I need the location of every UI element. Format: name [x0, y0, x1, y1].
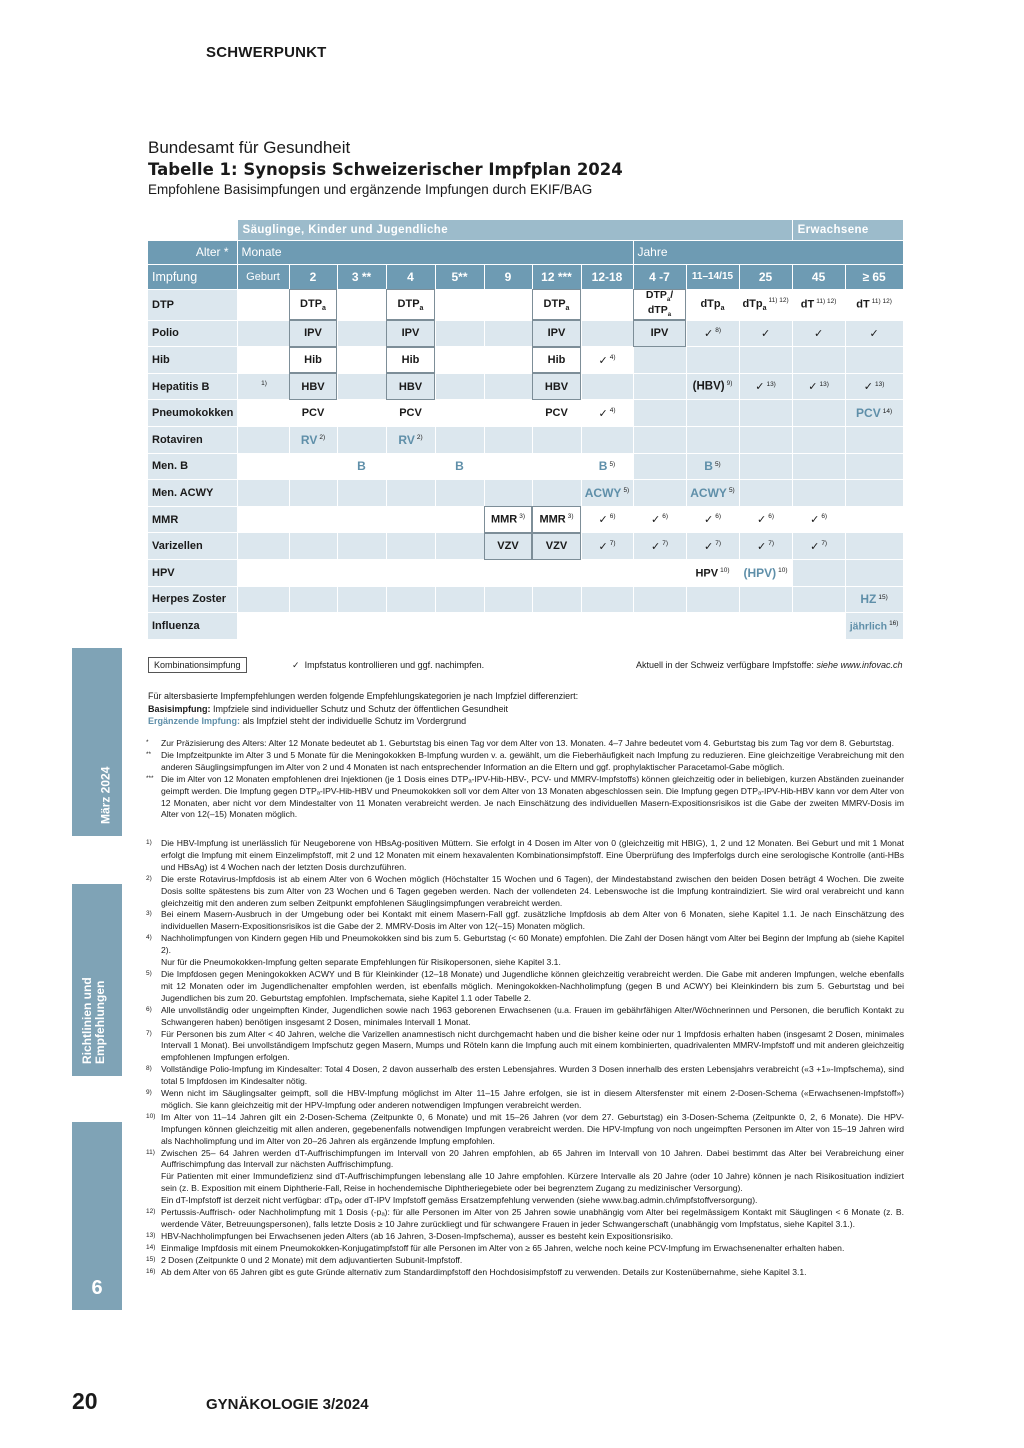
dose-cell: RV $^{2)}$ — [289, 427, 337, 454]
dose-cell: PCV — [532, 400, 581, 427]
vaccine-name: MMR — [148, 506, 237, 533]
dose-cell: VZV — [532, 533, 581, 560]
check-cell: ✓ $^{13)}$ — [792, 373, 845, 400]
vaccine-row-hpv — [148, 560, 903, 587]
vaccine-name: HPV — [148, 560, 237, 587]
dose-cell: ACWY $^{5)}$ — [581, 480, 633, 507]
dose-cell: dTp$_a$ — [686, 289, 739, 320]
dose-cell: RV $^{2)}$ — [386, 427, 435, 454]
check-cell — [739, 320, 792, 347]
age-header: 2 — [289, 264, 337, 289]
jahre-label: Jahre — [633, 240, 903, 264]
vaccine-row-hib — [148, 347, 903, 374]
tab-date-label: März 2024 — [98, 766, 113, 824]
age-header: 12 *** — [532, 264, 581, 289]
footnote: 4) Nachholimpfungen von Kindern gegen Hib und Pneumokokken sind bis zum 5. Geburtstag (< 60 Monate) empfohlen. Die Zahl der Dosen hängt vom Alter bei Beginn der Impfung ab (siehe Kapitel 2). Nur für die Pneumokokken-Impfung gelten separate Empfehlungen für Risikopersonen, siehe Kapitel 3.1. — [146, 933, 904, 968]
vaccine-row-men-b — [148, 453, 903, 480]
footnote: 5) Die Impfdosen gegen Meningokokken ACWY und B für Kleinkinder (12–18 Monate) und Jugendliche können gleichzeitig verabreicht werden. Die Gabe mit anderen Impfungen, welche ebenfalls mit 12 Monaten oder im Jugendlichenalter empfohlen werden, ist ebenfalls möglich. Meningokokken-Nachholimpfung (gegen B und ACWY) bei Kleinkindern bis zum 5. Geburtstag und bei Jugendlichen bis zum 20. Geburtstag empfohlen. Impfschemata, siehe Kapitel 1.1 oder Tabelle 2. — [146, 968, 904, 1003]
journal-name: GYNÄKOLOGIE 3/2024 — [206, 1396, 369, 1413]
dose-cell: (HPV) $^{10)}$ — [739, 560, 792, 587]
organization-name: Bundesamt für Gesundheit — [148, 138, 351, 157]
table-subtitle: Empfohlene Basisimpfungen und ergänzende Impfungen durch EKIF/BAG — [148, 182, 593, 197]
check-icon: ✓ — [813, 327, 824, 340]
vaccine-name: Hib — [148, 347, 237, 374]
vaccine-name: Pneumokokken — [148, 400, 237, 427]
check-cell: ✓ $^{6)}$ — [739, 506, 792, 533]
dose-cell: IPV — [289, 320, 337, 347]
dose-cell: B — [337, 453, 386, 480]
basis-definition: Basisimpfung: Impfziele sind individueller Schutz und Schutz der öffentlichen Gesundheit — [148, 703, 509, 714]
age-header: 11–14/15 — [686, 264, 739, 289]
check-cell — [845, 320, 903, 347]
age-header: 25 — [739, 264, 792, 289]
dose-cell: (HBV) $^{9)}$ — [686, 373, 739, 400]
dose-cell: $DTP_a$ — [532, 289, 581, 320]
age-header: 4 -7 — [633, 264, 686, 289]
legend-check-text: Impfstatus kontrollieren und ggf. nachimpfen. — [304, 660, 485, 670]
vaccine-row-mmr — [148, 506, 903, 533]
age-unit-row — [148, 240, 903, 264]
check-cell: ✓ $^{4)}$ — [581, 400, 633, 427]
dose-cell: VZV — [484, 533, 532, 560]
check-icon: ✓ — [598, 354, 608, 367]
vaccine-row-polio — [148, 320, 903, 347]
check-icon: ✓ — [598, 407, 608, 420]
footnote: 14) Einmalige Impfdosis mit einem Pneumokokken-Konjugatimpfstoff für alle Personen im Alter von ≥ 65 Jahren, welche noch keine PCV-Impfung im Erwachsenenalter erhalten haben. — [146, 1242, 845, 1253]
dose-cell: PCV — [386, 400, 435, 427]
check-icon: ✓ — [757, 514, 767, 527]
check-icon: ✓ — [810, 540, 820, 553]
check-cell: ✓ $^{8)}$ — [686, 320, 739, 347]
footnote: 15) 2 Dosen (Zeitpunkte 0 und 2 Monate) mit dem adjuvantierten Subunit-Impfstoff. — [146, 1254, 463, 1265]
check-icon: ✓ — [808, 381, 818, 394]
legend-availability — [636, 660, 902, 670]
footnote: 2) Die erste Rotavirus-Impfdosis ist ab einem Alter von 6 Wochen möglich (Höchstalter 15 Wochen und 6 Tagen), der Mindestabstand zwischen den beiden Dosen beträgt 4 Wochen. Die zweite Dosis sollte spätestens bis zum Alter von 23 Wochen und 6 Tagen gegeben werden. Nach der vollendeten 24. Lebenswoche ist die Impfung kontraindiziert. Sie wird oral verabreicht und kann gleichzeitig mit den anderen zum selben Zeitpunkt empfohlenen Säuglingsimpfungen verabreicht werden. — [146, 873, 904, 908]
check-icon: ✓ — [757, 540, 767, 553]
check-cell: ✓ $^{7)}$ — [686, 533, 739, 560]
vaccine-row-influenza — [148, 613, 903, 640]
check-icon: ✓ — [760, 327, 771, 340]
footnote: 8) Vollständige Polio-Impfung im Kindesalter: Total 4 Dosen, 2 davon ausserhalb des ersten Lebensjahres. Wurden 3 Dosen innerhalb des ersten Lebensjahrs verabreicht («3 +1»-Impfschema), sind total 5 Impfdosen im Kindesalter nötig. — [146, 1064, 904, 1087]
band-children: Säuglinge, Kinder und Jugendliche — [237, 220, 792, 240]
age-header: ≥ 65 — [845, 264, 903, 289]
page-number: 20 — [72, 1388, 98, 1414]
check-icon: ✓ — [810, 514, 820, 527]
dose-cell: $DTP_a$ — [386, 289, 435, 320]
age-header: 45 — [792, 264, 845, 289]
age-notes — [148, 738, 904, 821]
dose-cell: dTp$_a^{11) 12)}$ — [739, 289, 792, 320]
dose-cell: MMR $^{3)}$ — [532, 506, 581, 533]
check-icon: ✓ — [869, 327, 879, 340]
sidebar-tab-guidelines — [72, 884, 122, 1076]
dose-cell: HBV — [532, 373, 581, 400]
check-icon: ✓ — [704, 514, 714, 527]
vaccine-row-rotaviren — [148, 427, 903, 454]
footnote: 9) Wenn nicht im Säuglingsalter geimpft, soll die HBV-Impfung möglichst im Alter 11–15 Jahre erfolgen, sie ist in diesem Altersfenster mit einem 2-Dosen-Schema («Erwachsenen-Impfstoff») möglich. Sie kann gleichzeitig mit der HPV-Impfung oder anderen notwendigen Impfungen verabreicht werden. — [146, 1088, 904, 1110]
dose-cell: Hib — [386, 347, 435, 374]
footnote-cell: 1) — [237, 373, 289, 400]
dose-cell: PCV — [289, 400, 337, 427]
dose-cell: IPV — [633, 320, 686, 347]
check-cell: ✓ $^{13)}$ — [845, 373, 903, 400]
footnote: 7) Für Personen bis zum Alter < 40 Jahren, welche die Varizellen anamnestisch nicht durchgemacht haben und die bisher keine oder nur 1 Impfdosis erhalten haben (insgesamt 2 Dosen, minimales Intervall 1 Monat). Bei unvollständigem Impfschutz gegen Masern, Mumps und Röteln kann die Impfung auch mit einem kombinierten, quadrivalenten MMRV-Impfstoff und mit anderen gleichzeitig empfohlenen Impfungen erfolgen. — [146, 1028, 904, 1063]
table-title: Tabelle 1: Synopsis Schweizerischer Impfplan 2024 — [148, 160, 623, 179]
age-header: 3 ** — [337, 264, 386, 289]
check-icon: ✓ — [598, 540, 608, 553]
tab-guidelines-label: Richtlinien und Empfehlungen — [80, 977, 107, 1064]
check-cell: ✓ $^{7)}$ — [633, 533, 686, 560]
section-label: SCHWERPUNKT — [206, 44, 327, 61]
dose-cell: MMR $^{3)}$ — [484, 506, 532, 533]
dose-cell: $DTP_a$ — [289, 289, 337, 320]
band-spacer — [148, 220, 237, 240]
vaccine-name: Men. B — [148, 453, 237, 480]
dose-cell: Hib — [289, 347, 337, 374]
age-header: 5** — [435, 264, 484, 289]
check-cell: ✓ $^{7)}$ — [739, 533, 792, 560]
footnote: 16) Ab dem Alter von 65 Jahren gibt es gute Gründe alternativ zum Standardimpfstoff den Hochdosisimpfstoff zu verwenden. Details zur Kostenübernahme, siehe Kapitel 3.1. — [146, 1266, 807, 1277]
vaccine-row-hepatitis-b — [148, 373, 903, 400]
vaccine-name: Rotaviren — [148, 427, 237, 454]
check-cell: ✓ $^{6)}$ — [686, 506, 739, 533]
check-cell: ✓ $^{6)}$ — [792, 506, 845, 533]
vaccine-name: Herpes Zoster — [148, 586, 237, 613]
check-icon: ✓ — [704, 540, 714, 553]
sidebar-tab-date — [72, 648, 122, 836]
dose-cell: dT $^{11) 12)}$ — [845, 289, 903, 320]
vaccine-row-dtp — [148, 289, 903, 320]
check-icon: ✓ — [651, 540, 661, 553]
age-header: 12-18 — [581, 264, 633, 289]
footnote: 12) Pertussis-Auffrisch- oder Nachholimpfung mit 1 Dosis (-pₐ): für alle Personen im Alter von 25 Jahren sowie unabhängig vom Alter bei regelmässigem Kontakt mit Säuglingen < 6 Monate (z. B. werdende Väter, Betreuungspersonen), falls letzte Dosis ≥ 10 Jahre zurückliegt und für schwangere Frauen in jeder Schwangerschaft (unabhängig vom Impfstatus, siehe Kapitel 3.1.). — [146, 1207, 904, 1229]
footnote: 10) Im Alter von 11–14 Jahren gilt ein 2-Dosen-Schema (Zeitpunkte 0, 6 Monate) und mit 15–26 Jahren (vor dem 27. Geburtstag) ein 3-Dosen-Schema (Zeitpunkte 0, 2, 6 Monate). Die HPV-Impfungen können gleichzeitig mit allen anderen, gegebenenfalls notwendigen Impfungen verabreicht werden. Die HPV-Impfung von noch ungeimpften Personen im Alter von 15–19 Jahren wird als Nachholimpfung und im Alter von 20–26 Jahren als ergänzende Impfung empfohlen. — [146, 1111, 904, 1146]
sidebar-tab-number — [72, 1122, 122, 1310]
impfung-label: Impfung — [148, 264, 237, 289]
check-icon: ✓ — [651, 514, 661, 527]
alter-label: Alter * — [148, 240, 237, 264]
footnote: 13) HBV-Nachholimpfungen bei Erwachsenen jeden Alters (ab 16 Jahren, 3-Dosen-Impfschema), ausser es besteht kein Expositionsrisiko. — [146, 1230, 674, 1241]
footnote: ** Die Impfzeitpunkte im Alter 3 und 5 Monate für die Meningokokken B-Impfung wurden v. a. gewählt, um die Fieberhäufigkeit nach Impfung zu reduzieren. Eine gleichzeitige Verabreichung mit den anderen Säuglingsimpfungen im Alter von 2 und 4 Monaten ist nach entsprechender Information an die Eltern und ggf. prophylaktischer Paracetamol-Gabe möglich. — [146, 749, 904, 772]
footnote: *** Die im Alter von 12 Monaten empfohlenen drei Injektionen (je 1 Dosis eines DTPₐ-IPV-Hib-HBV-, PCV- und MMRV-Impfstoffs) können gleichzeitig oder in beliebigen, kurzen Abständen zueinander geimpft werden. Die Impfung gegen DTPₐ-IPV-Hib-HBV und Pneumokokken soll vor dem Alter von 13 Monaten abgeschlossen sein. Die Impfung gegen DTPₐ-IPV-Hib-HBV kann vor dem Alter von 12 Monaten, aber nicht vor dem Mindestalter von 11 Monaten verabreicht werden. Je nach Einschätzung des individuellen Masern-Expositionsrisikos ist die Gabe der zweiten MMRV-Dosis im Alter von 12(–15) Monaten möglich. — [146, 773, 904, 820]
check-icon: ✓ — [755, 381, 765, 394]
vaccine-name: DTP — [148, 289, 237, 320]
age-header: 9 — [484, 264, 532, 289]
dose-cell: ACWY $^{5)}$ — [686, 480, 739, 507]
infovac-link[interactable]: siehe www.infovac.ch — [816, 660, 903, 670]
erg-definition: Ergänzende Impfung: als Impfziel steht der individuelle Schutz im Vordergrund — [148, 716, 467, 726]
check-cell: ✓ $^{6)}$ — [633, 506, 686, 533]
dose-cell: jährlich $^{16)}$ — [845, 613, 903, 640]
dose-cell: HZ $^{15)}$ — [845, 586, 903, 613]
vaccine-row-pneumokokken — [148, 400, 903, 427]
legend-combination-box: Kombinationsimpfung — [148, 657, 247, 673]
check-icon: ✓ — [292, 660, 300, 670]
check-cell: ✓ $^{13)}$ — [739, 373, 792, 400]
age-header: 4 — [386, 264, 435, 289]
check-cell: ✓ $^{4)}$ — [581, 347, 633, 374]
age-band-row — [148, 220, 903, 240]
recommendation-categories — [148, 690, 908, 728]
vaccination-schedule-table — [148, 220, 904, 640]
dose-cell: $DTP_a/$ dTP$_a$ — [633, 289, 686, 320]
dose-cell: dT $^{11) 12)}$ — [792, 289, 845, 320]
vaccine-name: Hepatitis B — [148, 373, 237, 400]
categories-intro: Für altersbasierte Impfempfehlungen werden folgende Empfehlungskategorien je nach Impfziel differenziert: — [148, 691, 579, 701]
check-cell: ✓ $^{7)}$ — [792, 533, 845, 560]
footnote: 3) Bei einem Masern-Ausbruch in der Umgebung oder bei Kontakt mit einem Masern-Fall ggf. zusätzliche Impfdosis ab dem Alter von 6 Monaten, siehe Kapitel 1.1. Je nach Einschätzung des individuellen Masern-Expositionsrisikos ist die Gabe der 2. MMRV-Dosis im Alter von 12(–15) Monaten möglich. — [146, 909, 904, 932]
vaccine-name: Varizellen — [148, 533, 237, 560]
check-icon: ✓ — [863, 381, 873, 394]
footnote: 1) Die HBV-Impfung ist unerlässlich für Neugeborene von HBsAg-positiven Müttern. Sie erfolgt in 4 Dosen im Alter von 0 (gleichzeitig mit HBIG), 1, 2 und 12 Monaten. Bei Geburt und mit 1 Monat erfolgt die Impfung mit einem Einzelimpfstoff, mit 2 und 12 Monaten mit einem hexavalenten Kombinationsimpfstoff. Eine Überprüfung des Impferfolgs durch eine serologische Kontrolle (anti-HBs und HBsAg) ist 4 Wochen nach der letzten Dosis durchzuführen. — [146, 838, 904, 872]
check-cell: ✓ $^{6)}$ — [581, 506, 633, 533]
dose-cell: HPV $^{10)}$ — [686, 560, 739, 587]
footnote: 11) Zwischen 25– 64 Jahren werden dT-Auffrischimpfungen im Intervall von 20 Jahren empfohlen, ab 65 Jahren im Intervall von 10 Jahren. Dabei bestimmt das Alter bei Verabreichung einer Auffrischimpfung das Intervall zur nächsten Auffrischimpfung. Für Patienten mit einer Immundefizienz sind dT-Auffrischimpfungen lebenslang alle 10 Jahre empfohlen. Kürzere Intervalle als 20 Jahre (oder 10 Jahre) können je nach Risikosituation indiziert sein (z. B. Exposition mit einem Diphtherie-Fall, Reise in hochendemische Diphtheriegebiete oder bei begrenztem Zugang zu medizinischer Versorgung). Ein dT-Impfstoff ist derzeit nicht verfügbar: dTpₐ oder dT-IPV Impfstoff gemäss Ersatzempfehlung verwenden (siehe www.bag.admin.ch/impfstoffversorgung). — [146, 1147, 904, 1206]
vaccine-name: Men. ACWY — [148, 480, 237, 507]
check-cell: ✓ $^{7)}$ — [581, 533, 633, 560]
age-header-row — [148, 264, 903, 289]
monate-label: Monate — [237, 240, 633, 264]
check-icon: ✓ — [598, 514, 608, 527]
vaccine-row-herpes-zoster — [148, 586, 903, 613]
band-adults: Erwachsene — [792, 220, 903, 240]
dose-cell: IPV — [532, 320, 581, 347]
numbered-footnotes — [148, 838, 904, 1279]
legend-check — [292, 660, 484, 671]
dose-cell: IPV — [386, 320, 435, 347]
vaccine-row-varizellen — [148, 533, 903, 560]
age-header: Geburt — [237, 264, 289, 289]
dose-cell: HBV — [289, 373, 337, 400]
legend-avail-text: Aktuell in der Schweiz verfügbare Impfstoffe: — [636, 660, 814, 670]
vaccine-row-men-acwy — [148, 480, 903, 507]
tab-number: 6 — [91, 1277, 103, 1299]
dose-cell: Hib — [532, 347, 581, 374]
check-cell — [792, 320, 845, 347]
dose-cell: B $^{5)}$ — [686, 453, 739, 480]
check-icon: ✓ — [704, 327, 714, 340]
dose-cell: B $^{5)}$ — [581, 453, 633, 480]
vaccine-name: Polio — [148, 320, 237, 347]
dose-cell: PCV $^{14)}$ — [845, 400, 903, 427]
dose-cell: B — [435, 453, 484, 480]
footnote: 6) Alle unvollständig oder ungeimpften Kinder, Jugendlichen sowie nach 1963 geborenen Erwachsenen (u.a. Frauen im gebährfähigen Alter/Wöchnerinnen und Personen, die beruflich Kontakt zu Schwangeren haben) benötigen insgesamt 2 Dosen, minimales Intervall 1 Monat. — [146, 1004, 904, 1027]
vaccine-name: Influenza — [148, 613, 237, 640]
footnote: * Zur Präzisierung des Alters: Alter 12 Monate bedeutet ab 1. Geburtstag bis einen Tag vor dem Alter von 13. Monaten. 4–7 Jahre bedeutet vom 4. Geburtstag bis zum Tag vor dem 8. Geburtstag. — [146, 738, 894, 748]
dose-cell: HBV — [386, 373, 435, 400]
